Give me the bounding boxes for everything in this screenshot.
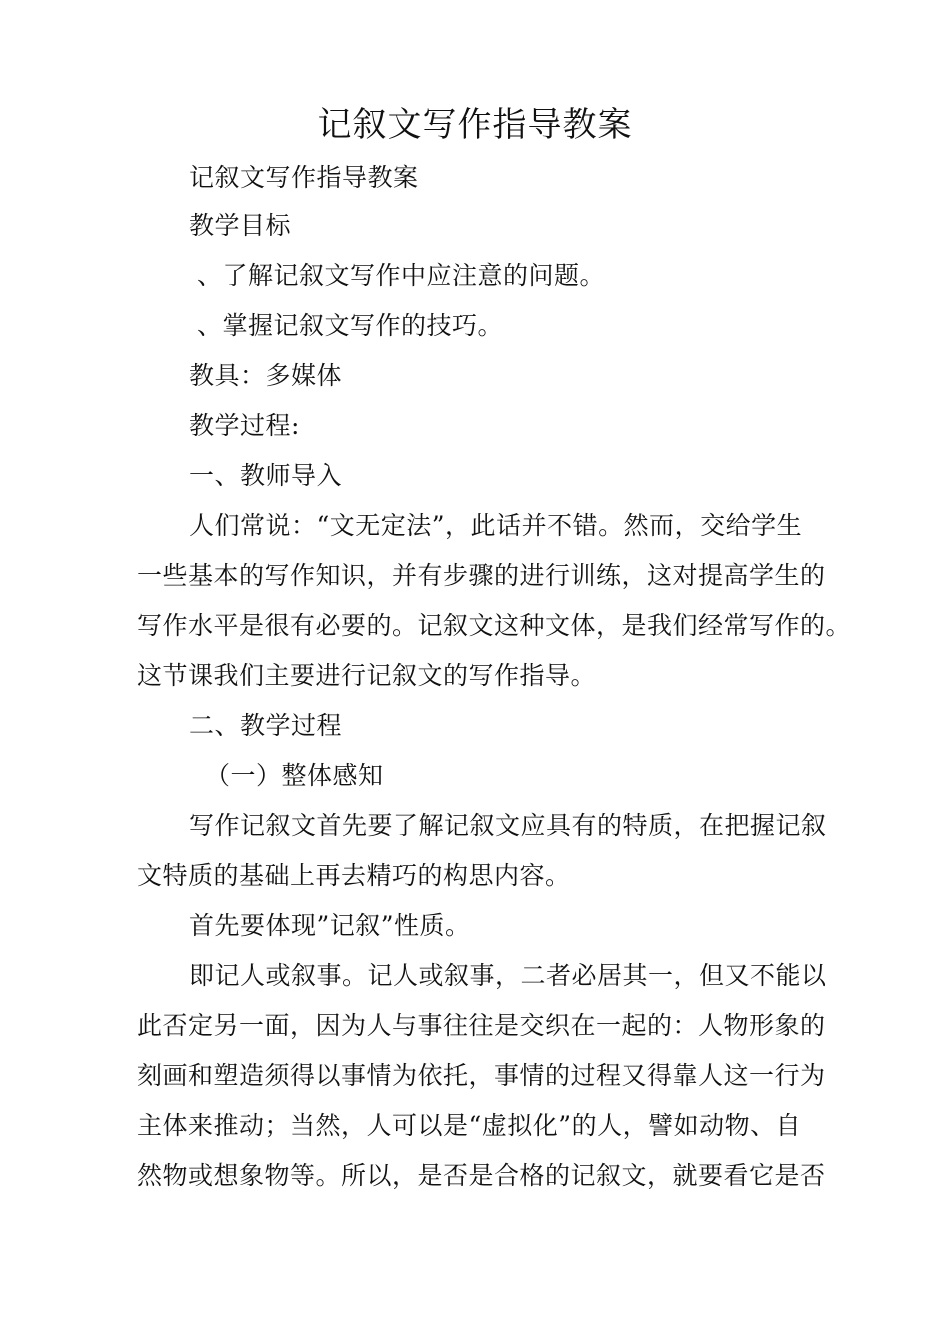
doc-line: 写作水平是很有必要的。记叙文这种文体，是我们经常写作的。: [137, 611, 852, 640]
doc-line: 二、教学过程: [189, 711, 343, 740]
doc-line: 、掌握记叙文写作的技巧。: [197, 311, 504, 340]
doc-line: 人们常说：“文无定法”，此话并不错。然而，交给学生: [189, 511, 803, 540]
doc-line: 刻画和塑造须得以事情为依托，事情的过程又得靠人这一行为: [137, 1061, 826, 1090]
doc-line: 文特质的基础上再去精巧的构思内容。: [137, 861, 571, 890]
doc-line: 记叙文写作指导教案: [189, 163, 419, 192]
document-title: 记叙文写作指导教案: [317, 105, 633, 145]
doc-line: 教学过程:: [189, 411, 300, 440]
doc-line: 主体来推动；当然，人可以是“虚拟化”的人，譬如动物、自: [137, 1111, 802, 1140]
doc-line: 然物或想象物等。所以，是否是合格的记叙文，就要看它是否: [137, 1161, 826, 1190]
doc-line: 这节课我们主要进行记叙文的写作指导。: [137, 661, 597, 690]
doc-line: 即记人或叙事。记人或叙事，二者必居其一，但又不能以: [189, 961, 827, 990]
doc-line: 教学目标: [189, 211, 292, 240]
doc-line: 、了解记叙文写作中应注意的问题。: [197, 261, 606, 290]
doc-line: 教具：多媒体: [189, 361, 343, 390]
doc-line: 此否定另一面，因为人与事往往是交织在一起的：人物形象的: [137, 1011, 826, 1040]
doc-line: 一、教师导入: [189, 461, 343, 490]
doc-line: 一些基本的写作知识，并有步骤的进行训练，这对提高学生的: [137, 561, 826, 590]
doc-line: 写作记叙文首先要了解记叙文应具有的特质，在把握记叙: [189, 811, 827, 840]
doc-line: （一）整体感知: [205, 761, 384, 790]
doc-line: 首先要体现”记叙”性质。: [189, 911, 471, 940]
